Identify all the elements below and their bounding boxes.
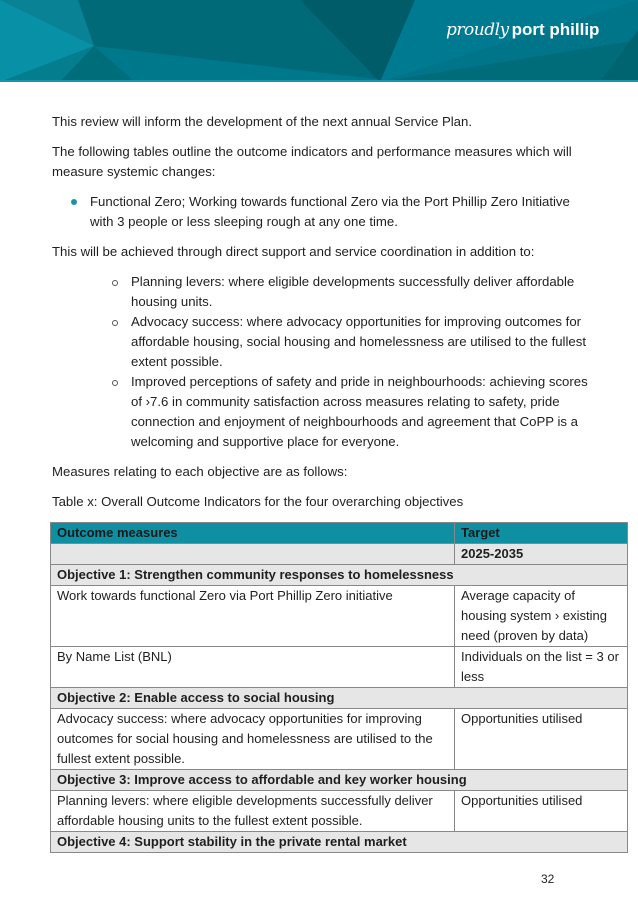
table-row bbox=[51, 647, 628, 688]
objective-row bbox=[51, 770, 628, 791]
measure-cell: Work towards functional Zero via Port Phillip Zero initiative bbox=[51, 586, 455, 647]
objective-row bbox=[51, 565, 628, 586]
header-outcome-measures: Outcome measures bbox=[51, 523, 455, 544]
bullet-list bbox=[52, 192, 592, 232]
target-cell: Opportunities utilised bbox=[455, 791, 628, 832]
objective-row bbox=[51, 688, 628, 709]
target-cell: Average capacity of housing system › existing need (proven by data) bbox=[455, 586, 628, 647]
banner-background-graphic bbox=[0, 0, 638, 82]
proudly-port-phillip-logo bbox=[446, 20, 599, 40]
period-row bbox=[51, 544, 628, 565]
sub-bullet-list bbox=[52, 272, 592, 452]
header-target: Target bbox=[455, 523, 628, 544]
bullet-dot-icon bbox=[71, 199, 77, 205]
bullet-item: Functional Zero; Working towards functional Zero via the Port Phillip Zero Initiative with 3 people or less sleeping rough at any one time. bbox=[52, 192, 592, 232]
achieved-intro-paragraph: This will be achieved through direct support and service coordination in addition to: bbox=[52, 244, 535, 259]
table-row bbox=[51, 791, 628, 832]
measure-cell: By Name List (BNL) bbox=[51, 647, 455, 688]
measures-intro-paragraph: Measures relating to each objective are as follows: bbox=[52, 464, 348, 479]
table-row bbox=[51, 586, 628, 647]
intro-paragraph: This review will inform the development of the next annual Service Plan. bbox=[52, 114, 473, 129]
period-measure-cell bbox=[51, 544, 455, 565]
objective-4-heading: Objective 4: Support stability in the private rental market bbox=[51, 832, 628, 853]
objective-1-heading: Objective 1: Strengthen community responses to homelessness bbox=[51, 565, 628, 586]
objective-row bbox=[51, 832, 628, 853]
document-body bbox=[52, 112, 619, 853]
page-number: 32 bbox=[541, 872, 555, 886]
table-caption: Table x: Overall Outcome Indicators for the four overarching objectives bbox=[52, 494, 464, 509]
objective-2-heading: Objective 2: Enable access to social housing bbox=[51, 688, 628, 709]
sub-bullet-item: Advocacy success: where advocacy opportunities for improving outcomes for affordable housing, social housing and homelessness are utilised to the fullest extent possible. bbox=[52, 312, 592, 372]
logo-bold-text: port phillip bbox=[511, 20, 600, 39]
measure-cell: Planning levers: where eligible developments successfully deliver affordable housing units to the fullest extent possible. bbox=[51, 791, 455, 832]
hollow-circle-bullet-icon bbox=[112, 280, 118, 286]
target-cell: Opportunities utilised bbox=[455, 709, 628, 770]
logo-script-text: proudly bbox=[446, 20, 509, 40]
outcome-indicators-table bbox=[50, 522, 628, 853]
measure-cell: Advocacy success: where advocacy opportunities for improving outcomes for social housing and homelessness are utilised to the fullest extent possible. bbox=[51, 709, 455, 770]
period-target-cell: 2025-2035 bbox=[455, 544, 628, 565]
objective-3-heading: Objective 3: Improve access to affordable and key worker housing bbox=[51, 770, 628, 791]
table-row bbox=[51, 709, 628, 770]
banner-divider bbox=[0, 80, 638, 82]
hollow-circle-bullet-icon bbox=[112, 320, 118, 326]
sub-bullet-item: Improved perceptions of safety and pride in neighbourhoods: achieving scores of ›7.6 in community satisfaction across measures relating to safety, pride connection and enjoyment of neighbourhoods and agreement that CoPP is a welcoming and supportive place for everyone. bbox=[52, 372, 592, 452]
sub-bullet-item: Planning levers: where eligible developments successfully deliver affordable housing units. bbox=[52, 272, 592, 312]
tables-intro-paragraph: The following tables outline the outcome indicators and performance measures which will measure systemic changes: bbox=[52, 144, 572, 179]
hollow-circle-bullet-icon bbox=[112, 380, 118, 386]
target-cell: Individuals on the list = 3 or less bbox=[455, 647, 628, 688]
header-banner bbox=[0, 0, 638, 82]
table-header-row bbox=[51, 523, 628, 544]
